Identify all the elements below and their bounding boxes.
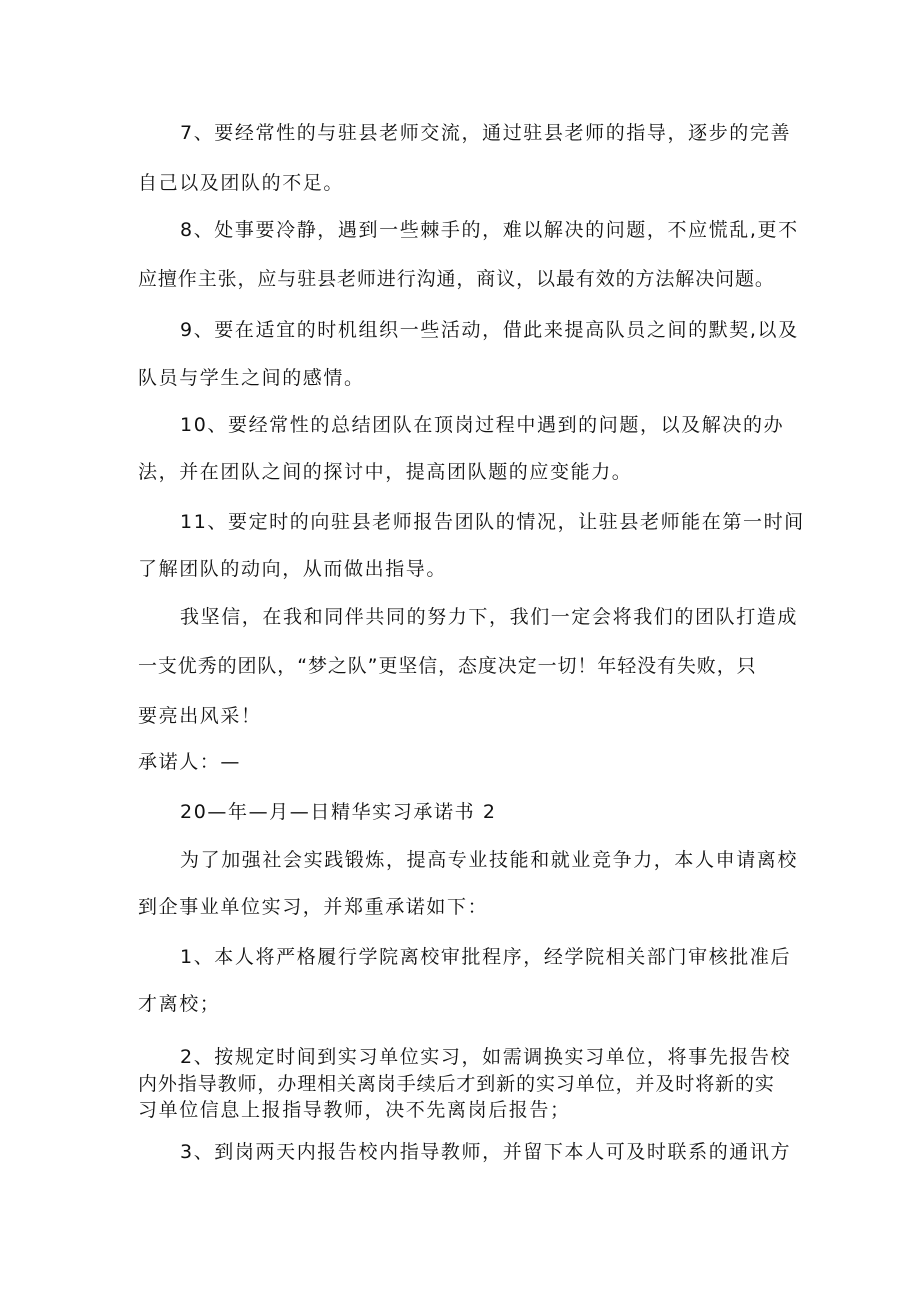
- signature-label: 承诺人：—: [138, 751, 242, 773]
- section-heading: 20—年—月—日精华实习承诺书 2: [180, 801, 497, 823]
- item-2-line-3: 习单位信息上报指导教师，决不先离岗后报告；: [138, 1099, 571, 1121]
- item-1-line-1: 1、本人将严格履行学院离校审批程序，经学院相关部门审核批准后: [180, 946, 792, 968]
- paragraph-11-line-1: 11、要定时的向驻县老师报告团队的情况，让驻县老师能在第一时间: [180, 511, 805, 533]
- intro-line-2: 到企事业单位实习，并郑重承诺如下：: [138, 896, 489, 918]
- paragraph-7-line-1: 7、要经常性的与驻县老师交流，通过驻县老师的指导，逐步的完善: [180, 122, 792, 144]
- conclusion-line-2: 一支优秀的团队，“梦之队”更坚信，态度决定一切！年轻没有失败，只: [138, 655, 757, 677]
- item-3-line-1: 3、到岗两天内报告校内指导教师，并留下本人可及时联系的通讯方: [180, 1141, 792, 1163]
- paragraph-9-line-2: 队员与学生之间的感情。: [138, 367, 365, 389]
- paragraph-7-line-2: 自己以及团队的不足。: [138, 172, 345, 194]
- paragraph-9-line-1: 9、要在适宜的时机组织一些活动，借此来提高队员之间的默契,以及: [180, 319, 799, 341]
- paragraph-8-line-2: 应擅作主张，应与驻县老师进行沟通，商议，以最有效的方法解决问题。: [138, 268, 775, 290]
- paragraph-10-line-2: 法，并在团队之间的探讨中，提高团队题的应变能力。: [138, 461, 633, 483]
- conclusion-line-1: 我坚信，在我和同伴共同的努力下，我们一定会将我们的团队打造成: [180, 606, 799, 628]
- paragraph-11-line-2: 了解团队的动向，从而做出指导。: [138, 558, 448, 580]
- item-2-line-2: 内外指导教师，办理相关离岗手续后才到新的实习单位，并及时将新的实: [138, 1073, 775, 1095]
- item-2-line-1: 2、按规定时间到实习单位实习，如需调换实习单位，将事先报告校: [180, 1046, 792, 1068]
- paragraph-8-line-1: 8、处事要冷静，遇到一些棘手的，难以解决的问题，不应慌乱,更不: [180, 219, 799, 241]
- conclusion-line-3: 要亮出风采！: [138, 705, 262, 727]
- paragraph-10-line-1: 10、要经常性的总结团队在顶岗过程中遇到的问题，以及解决的办: [180, 414, 785, 436]
- intro-line-1: 为了加强社会实践锻炼，提高专业技能和就业竞争力，本人申请离校: [180, 849, 799, 871]
- item-1-line-2: 才离校；: [138, 993, 221, 1015]
